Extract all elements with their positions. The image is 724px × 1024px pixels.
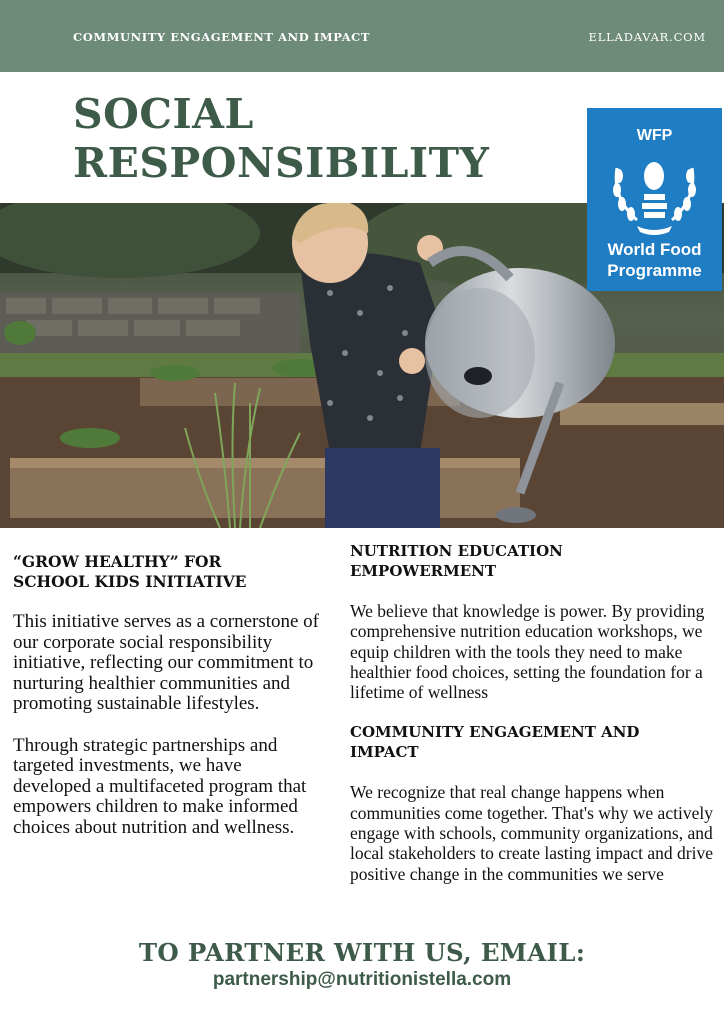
header-site-link[interactable]: ELLADAVAR.COM	[588, 30, 706, 44]
left-paragraph-1: This initiative serves as a cornerstone of our corporate social responsibility initiative, reflecting our commitment to nurturing healthier communities and promoting sustainable lifestyles.	[13, 611, 320, 714]
page-title-line1: SOCIAL	[73, 90, 254, 138]
right-heading-2-line2: IMPACT	[350, 743, 419, 762]
right-heading-1-line2: EMPOWERMENT	[350, 562, 497, 580]
right-heading-1-line1: NUTRITION EDUCATION	[350, 542, 563, 560]
top-banner	[0, 0, 724, 72]
wfp-logo	[587, 108, 722, 291]
right-paragraph-1: We believe that knowledge is power. By providing comprehensive nutrition education workshops, we equip children with the tools they need to make healthier food choices, setting the foundation for a lifetime of wellness	[350, 601, 705, 703]
left-column	[13, 552, 323, 838]
left-heading	[13, 552, 323, 592]
right-paragraph-2: We recognize that real change happens when communities come together. That's why we actively engage with schools, community organizations, and local stakeholders to create lasting impact and drive positive change in the communities we serve	[350, 782, 713, 884]
left-heading-line1: “GROW HEALTHY” FOR	[13, 552, 222, 571]
right-heading-1	[350, 541, 718, 581]
partner-cta: TO PARTNER WITH US, EMAIL:	[138, 938, 586, 967]
left-paragraph-2: Through strategic partnerships and targeted investments, we have developed a multifaceted program that empowers children to make informed choices about nutrition and wellness.	[13, 734, 307, 838]
right-heading-2	[350, 722, 718, 762]
page-title-line2: RESPONSIBILITY	[73, 139, 490, 187]
logo-line1: World Food	[607, 240, 702, 259]
logo-line2: Programme	[607, 261, 702, 280]
logo-abbr: WFP	[636, 127, 673, 144]
right-heading-2-line1: COMMUNITY ENGAGEMENT AND	[350, 723, 640, 742]
right-column	[350, 541, 718, 884]
partner-email-link[interactable]: partnership@nutritionistella.com	[212, 969, 512, 990]
wreath-emblem-icon	[587, 108, 722, 291]
page-title	[73, 90, 513, 188]
left-heading-line2: SCHOOL KIDS INITIATIVE	[13, 572, 247, 591]
header-section-label: COMMUNITY ENGAGEMENT AND IMPACT	[73, 30, 371, 44]
